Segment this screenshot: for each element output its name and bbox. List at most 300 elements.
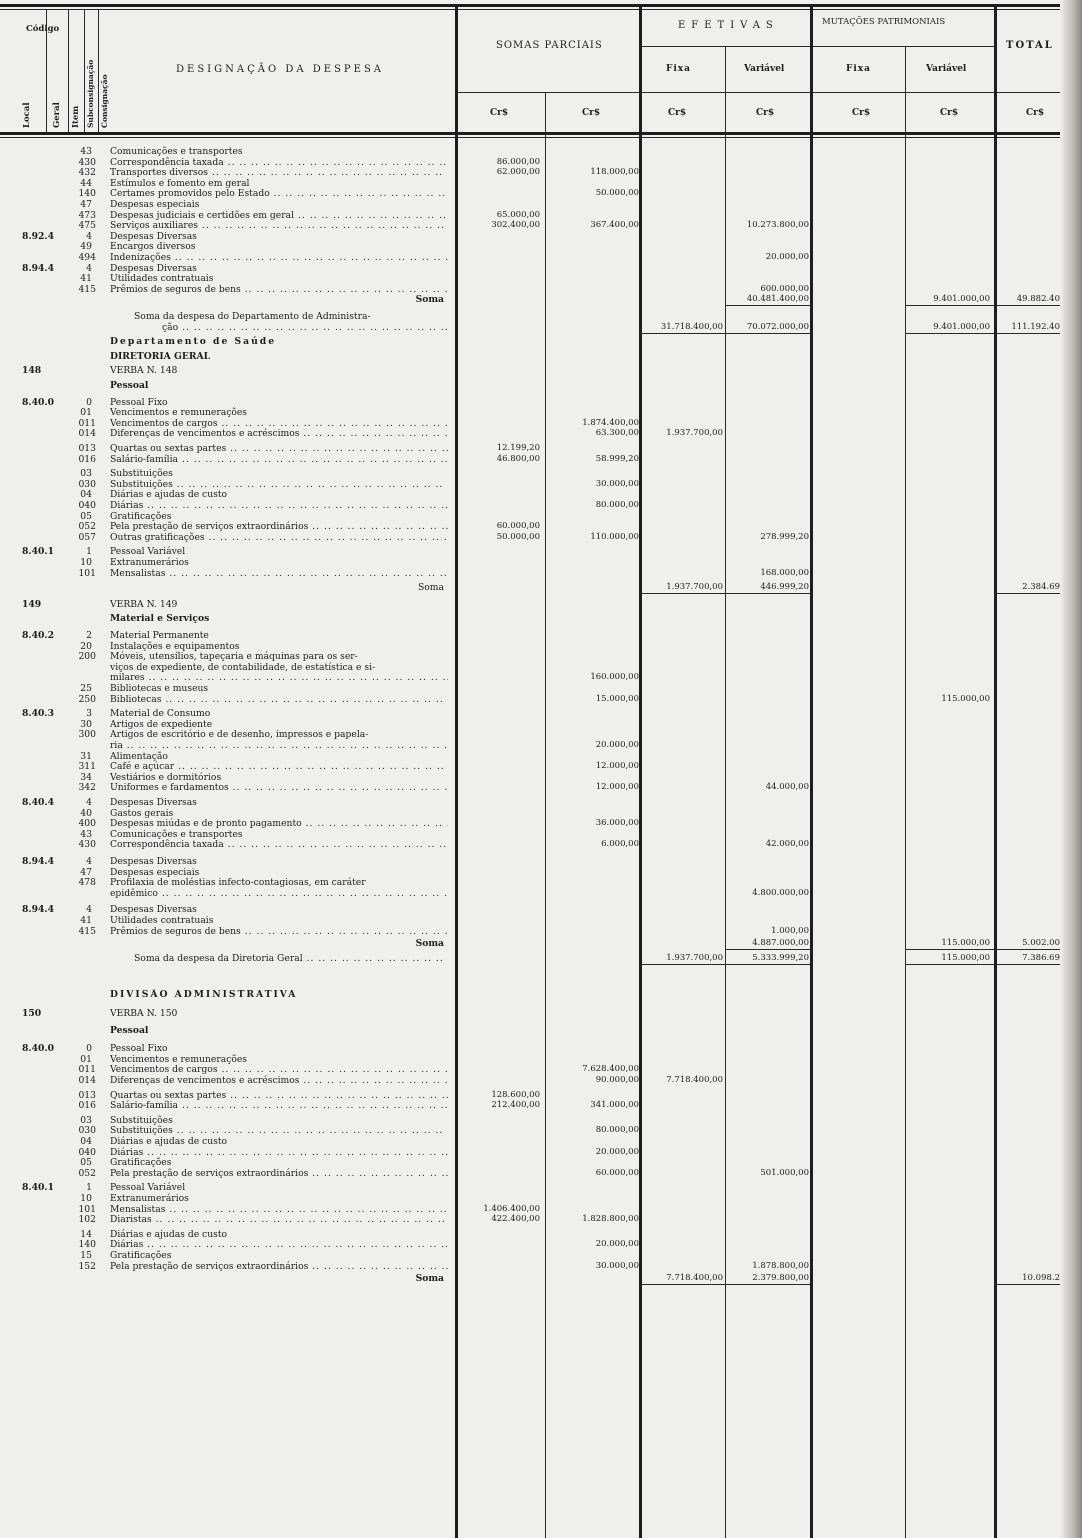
mutacao-variavel: 115.000,00: [941, 938, 990, 949]
ledger-row: [0, 582, 1082, 593]
code-local: 8.92.4: [22, 230, 54, 242]
ledger-row: [0, 839, 1082, 850]
ledger-row: [0, 1043, 1082, 1054]
code-item: 430: [78, 156, 96, 168]
value-underline: [906, 964, 994, 965]
code-local: 148: [22, 365, 42, 377]
ledger-row: [0, 1273, 1082, 1284]
designation: Diárias .. ..: [110, 500, 448, 511]
code-geral: 20: [80, 640, 92, 652]
code-item: 400: [78, 818, 96, 830]
designation: Substituições: [110, 1114, 173, 1126]
header-geral: Geral: [52, 102, 62, 128]
header-currency-mvar: Cr$: [940, 108, 959, 118]
code-item: 030: [78, 1125, 96, 1137]
designation: Diárias e ajudas de custo: [110, 489, 228, 501]
designation: Profilaxia de moléstias infecto-contagiosas, em caráter: [110, 877, 366, 889]
designation: Encargos diversos: [110, 241, 196, 253]
code-item: 475: [78, 220, 96, 232]
ledger-row: [0, 1204, 1082, 1215]
partial-sum-1: 128.600,00: [491, 1089, 540, 1100]
header-bottom-rule-inner: [0, 137, 1060, 138]
code-item: 052: [78, 521, 96, 533]
ledger-row: [0, 1168, 1082, 1179]
code-item: 250: [78, 693, 96, 705]
header-mutacoes-fixa: Fixa: [846, 64, 872, 74]
partial-sum-1: 212.400,00: [491, 1100, 540, 1111]
value-underline: [640, 1284, 725, 1285]
ledger-row: [0, 1214, 1082, 1225]
ledger-row: [0, 989, 1082, 1000]
ledger-row: [0, 1075, 1082, 1086]
designation: Material e Serviços: [110, 613, 210, 625]
designation: Material de Consumo: [110, 708, 211, 720]
code-geral: 05: [80, 510, 92, 522]
ledger-row: [0, 380, 1082, 391]
efetiva-variavel: 42.000,00: [765, 839, 809, 850]
designation: Pela prestação de serviços extraordinários .. ..: [110, 1261, 448, 1272]
header-currency-p2: Cr$: [582, 108, 601, 118]
efetiva-variavel: 20.000,00: [765, 252, 809, 262]
efetiva-fixa: 1.937.700,00: [666, 428, 723, 439]
value-underline: [726, 305, 810, 306]
code-item: 311: [78, 761, 96, 773]
code-item: 101: [78, 567, 96, 579]
partial-sum-2: 1.828.800,00: [582, 1214, 639, 1225]
designation: Extranumerários: [110, 1193, 189, 1204]
designation: Alimentação: [110, 750, 168, 762]
header-subconsignacao: Subconsignação: [86, 59, 95, 128]
code-item: 494: [78, 252, 96, 263]
code-geral: 40: [80, 807, 92, 819]
ledger-row: [0, 772, 1082, 783]
ledger-row: [0, 1064, 1082, 1075]
designation: Café e açúcar .. ..: [110, 761, 448, 772]
ledger-row: [0, 782, 1082, 793]
ledger-row: [0, 808, 1082, 819]
value-underline: [995, 1284, 1060, 1285]
designation: Pessoal Fixo: [110, 1043, 168, 1055]
designation: Diárias e ajudas de custo: [110, 1228, 228, 1240]
designation: Soma: [415, 938, 444, 950]
code-geral: 01: [80, 407, 92, 419]
partial-sum-1: 1.406.400,00: [483, 1203, 540, 1214]
value-underline: [640, 593, 725, 594]
col-line-sub: [98, 10, 99, 132]
ledger-row: [0, 521, 1082, 532]
partial-sum-2: 30.000,00: [595, 1260, 639, 1271]
value-underline: [995, 949, 1060, 950]
ledger-row: [0, 311, 1082, 322]
code-item: 432: [78, 167, 96, 179]
designation: Bibliotecas e museus: [110, 683, 209, 694]
top-rule-inner: [0, 9, 1060, 10]
code-item: 415: [78, 925, 96, 937]
designation: Despesas Diversas: [110, 797, 197, 808]
ledger-row: [0, 938, 1082, 949]
efetiva-variavel: 278.999,20: [760, 531, 809, 542]
code-item: 016: [78, 1100, 96, 1112]
partial-sum-2: 15.000,00: [595, 693, 639, 704]
designation: Substituições: [110, 468, 173, 480]
code-item: 040: [78, 1146, 96, 1158]
designation: viços de expediente, de contabilidade, de estatística e si-: [110, 661, 376, 673]
ledger-row: [0, 294, 1082, 305]
designation: Gastos gerais: [110, 807, 174, 819]
ledger-row: [0, 818, 1082, 829]
ledger-row: [0, 500, 1082, 511]
code-item: 300: [78, 729, 96, 741]
efetiva-variavel: 600.000,00: [760, 283, 809, 294]
designation: Vestiários e dormitórios: [110, 771, 222, 783]
value-underline: [726, 949, 810, 950]
header-currency-mfixa: Cr$: [852, 108, 871, 118]
code-item: 057: [78, 531, 96, 543]
code-item: 014: [78, 1075, 96, 1086]
ledger-row: [0, 1182, 1082, 1193]
ledger-row: [0, 241, 1082, 252]
mutacoes-rule: [810, 46, 995, 47]
code-local: 149: [22, 598, 42, 610]
designation: Pessoal Variável: [110, 546, 186, 558]
ledger-row: [0, 1239, 1082, 1250]
mutacao-variavel: 115.000,00: [941, 693, 990, 704]
code-geral: 25: [80, 683, 92, 694]
ledger-row: [0, 867, 1082, 878]
ledger-row: [0, 888, 1082, 899]
code-local: 8.40.0: [22, 1043, 54, 1055]
designation: milares .. ..: [110, 672, 448, 683]
mutacao-variavel: 9.401.000,00: [933, 321, 990, 332]
header-consignacao: Consignação: [100, 74, 109, 128]
ledger-row: [0, 1090, 1082, 1101]
designation: VERBA N. 148: [110, 365, 178, 377]
designation: Prêmios de seguros de bens .. ..: [110, 926, 448, 937]
efetiva-variavel: 70.072.000,00: [746, 321, 809, 332]
designation: Transportes diversos .. ..: [110, 167, 448, 178]
code-geral: 3: [86, 708, 92, 720]
code-geral: 04: [80, 1136, 92, 1147]
code-geral: 15: [80, 1250, 92, 1261]
code-geral: 04: [80, 489, 92, 501]
header-currency-p1: Cr$: [490, 108, 509, 118]
header-bottom-rule: [0, 132, 1060, 135]
ledger-row: [0, 322, 1082, 333]
code-geral: 31: [80, 750, 92, 762]
designation: Soma: [415, 1273, 444, 1285]
designation: Artigos de escritório e de desenho, impressos e papela-: [110, 729, 369, 741]
code-item: 101: [78, 1203, 96, 1215]
designation: ção .. ..: [162, 322, 448, 333]
code-item: 473: [78, 209, 96, 221]
value-underline: [726, 333, 810, 334]
designation: Pessoal Fixo: [110, 396, 168, 408]
code-geral: 2: [86, 630, 92, 641]
ledger-row: [0, 252, 1082, 263]
code-geral: 43: [80, 828, 92, 840]
partial-sum-2: 118.000,00: [590, 167, 639, 178]
code-item: 040: [78, 500, 96, 511]
code-geral: 43: [80, 146, 92, 157]
header-somas-parciais: SOMAS PARCIAIS: [496, 40, 603, 51]
efetiva-variavel: 446.999,20: [760, 582, 809, 593]
code-local: 8.94.4: [22, 262, 54, 274]
designation: Despesas Diversas: [110, 856, 197, 867]
value-underline: [995, 593, 1060, 594]
designation: Bibliotecas .. ..: [110, 694, 448, 705]
designation: Pessoal: [110, 1024, 149, 1036]
ledger-row: [0, 210, 1082, 221]
designation: VERBA N. 149: [110, 598, 178, 610]
code-item: 013: [78, 443, 96, 454]
currency-rule: [458, 92, 995, 93]
ledger-row: [0, 856, 1082, 867]
ledger-row: [0, 220, 1082, 231]
efetiva-variavel: 1.000,00: [771, 925, 809, 936]
designation: Indenizações .. ..: [110, 252, 448, 263]
designation: Substituições .. ..: [110, 1125, 448, 1136]
designation: ria .. ..: [110, 740, 448, 751]
ledger-row: [0, 953, 1082, 964]
efetiva-fixa: 7.718.400,00: [666, 1075, 723, 1085]
header-designacao: DESIGNAÇÃO DA DESPESA: [176, 64, 385, 75]
total-value: 10.098.2: [1022, 1273, 1060, 1284]
ledger-row: [0, 188, 1082, 199]
ledger-row: [0, 199, 1082, 210]
header-local: Local: [22, 102, 32, 128]
ledger-row: [0, 1193, 1082, 1204]
designation: Soma: [415, 294, 444, 306]
partial-sum-2: 110.000,00: [590, 531, 639, 542]
value-underline: [995, 305, 1060, 306]
designation: Diárias .. ..: [110, 1239, 448, 1250]
ledger-row: [0, 568, 1082, 579]
ledger-row: [0, 336, 1082, 347]
code-geral: 30: [80, 718, 92, 730]
designation: Correspondência taxada .. ..: [110, 157, 448, 168]
code-item: 200: [78, 651, 96, 663]
code-geral: 41: [80, 273, 92, 285]
ledger-row: [0, 284, 1082, 295]
designation: Diaristas .. ..: [110, 1214, 448, 1225]
designation: Diferenças de vencimentos e acréscimos .. ..: [110, 428, 448, 439]
ledger-row: [0, 454, 1082, 465]
code-geral: 4: [86, 230, 92, 242]
designation: Vencimentos de cargos .. ..: [110, 418, 448, 429]
value-underline: [906, 949, 994, 950]
designation: Despesas especiais: [110, 866, 200, 878]
ledger-row: [0, 489, 1082, 500]
code-item: 102: [78, 1214, 96, 1226]
partial-sum-2: 60.000,00: [595, 1167, 639, 1178]
code-geral: 1: [86, 1182, 92, 1194]
designation: Vencimentos e remunerações: [110, 407, 248, 419]
ledger-row: [0, 418, 1082, 429]
ledger-row: [0, 231, 1082, 242]
designation: Diárias e ajudas de custo: [110, 1136, 228, 1147]
efetiva-fixa: 31.718.400,00: [660, 321, 723, 332]
partial-sum-2: 50.000,00: [595, 188, 639, 199]
ledger-row: [0, 694, 1082, 705]
designation: Estímulos e fomento em geral: [110, 177, 250, 189]
ledger-row: [0, 904, 1082, 915]
header-currency-var: Cr$: [756, 108, 775, 118]
page-edge-shadow: [1060, 0, 1082, 1538]
code-item: 140: [78, 1239, 96, 1251]
designation: Salário-família .. ..: [110, 454, 448, 465]
header-mutacoes: MUTAÇÕES PATRIMONIAIS: [822, 17, 946, 27]
total-value: 5.002.00: [1022, 938, 1060, 949]
value-underline: [726, 593, 810, 594]
efetiva-variavel: 168.000,00: [760, 567, 809, 578]
designation: Diferenças de vencimentos e acréscimos .. ..: [110, 1075, 448, 1086]
code-item: 415: [78, 283, 96, 295]
header-mutacoes-variavel: Variável: [926, 64, 967, 74]
designation: Móveis, utensílios, tapeçaria e máquinas para os ser-: [110, 651, 358, 663]
ledger-row: [0, 351, 1082, 362]
code-geral: 47: [80, 866, 92, 878]
partial-sum-2: 30.000,00: [595, 478, 639, 489]
ledger-row: [0, 1229, 1082, 1240]
partial-sum-1: 46.800,00: [496, 453, 540, 464]
ledger-row: [0, 1008, 1082, 1019]
ledger-row: [0, 1100, 1082, 1111]
partial-sum-2: 36.000,00: [595, 818, 639, 829]
ledger-row: [0, 613, 1082, 624]
designation: Gratificações: [110, 1157, 172, 1169]
partial-sum-2: 58.999,20: [595, 453, 639, 464]
header-item: Item: [71, 105, 81, 128]
partial-sum-1: 50.000,00: [496, 531, 540, 542]
designation: VERBA N. 150: [110, 1008, 178, 1019]
designation: Despesas Diversas: [110, 904, 197, 916]
code-item: 342: [78, 782, 96, 794]
designation: Artigos de expediente: [110, 718, 213, 730]
partial-sum-2: 12.000,00: [595, 782, 639, 793]
designation: Salário-família .. ..: [110, 1100, 448, 1111]
code-geral: 0: [86, 1043, 92, 1055]
efetiva-variavel: 4.887.000,00: [752, 938, 809, 949]
code-geral: 34: [80, 771, 92, 783]
designation: Material Permanente: [110, 630, 209, 641]
partial-sum-2: 20.000,00: [595, 1146, 639, 1157]
value-underline: [995, 964, 1060, 965]
code-local: 8.94.4: [22, 856, 54, 867]
ledger-row: [0, 468, 1082, 479]
designation: Serviços auxiliares .. ..: [110, 220, 448, 231]
ledger-row: [0, 926, 1082, 937]
partial-sum-2: 367.400,00: [590, 220, 639, 231]
code-item: 014: [78, 428, 96, 440]
partial-sum-2: 20.000,00: [595, 740, 639, 750]
value-underline: [726, 964, 810, 965]
code-item: 016: [78, 453, 96, 465]
designation: DIVISÃO ADMINISTRATIVA: [110, 989, 298, 1001]
ledger-row: [0, 407, 1082, 418]
code-geral: 03: [80, 1114, 92, 1126]
designation: Utilidades contratuais: [110, 915, 214, 926]
ledger-row: [0, 683, 1082, 694]
header-codigo: Código: [26, 24, 60, 34]
efetiva-variavel: 44.000,00: [765, 782, 809, 793]
designation: Extranumerários: [110, 557, 189, 568]
col-line-geral: [68, 10, 69, 132]
partial-sum-2: 160.000,00: [590, 672, 639, 683]
code-local: 8.94.4: [22, 904, 54, 916]
designation: Outras gratificações .. ..: [110, 532, 448, 543]
designation: Despesas Diversas: [110, 262, 197, 274]
value-underline: [726, 1284, 810, 1285]
code-geral: 03: [80, 468, 92, 480]
ledger-row: [0, 751, 1082, 762]
ledger-row: [0, 428, 1082, 439]
partial-sum-1: 422.400,00: [491, 1214, 540, 1225]
code-item: 052: [78, 1167, 96, 1179]
designation: DIRETORIA GERAL: [110, 350, 211, 362]
partial-sum-2: 12.000,00: [595, 761, 639, 772]
ledger-row: [0, 167, 1082, 178]
designation: Pela prestação de serviços extraordinários .. ..: [110, 521, 448, 532]
designation: Despesas miúdas e de pronto pagamento .. ..: [110, 818, 448, 829]
code-item: 011: [78, 1064, 96, 1076]
mutacao-variavel: 9.401.000,00: [933, 294, 990, 305]
ledger-row: [0, 1147, 1082, 1158]
designation: Certames promovidos pelo Estado .. ..: [110, 188, 448, 199]
designation: Instalações e equipamentos: [110, 640, 240, 652]
total-value: 2.384.69: [1022, 582, 1060, 593]
code-item: 140: [78, 188, 96, 200]
code-geral: 47: [80, 199, 92, 210]
code-local: 8.40.2: [22, 630, 54, 641]
header-total: TOTAL: [1006, 40, 1054, 51]
designation: Despesas especiais: [110, 199, 200, 210]
ledger-row: [0, 1250, 1082, 1261]
partial-sum-2: 90.000,00: [595, 1075, 639, 1085]
designation: Mensalistas .. ..: [110, 1204, 448, 1215]
ledger-row: [0, 740, 1082, 751]
designation: Diárias .. ..: [110, 1147, 448, 1158]
efetiva-variavel: 501.000,00: [760, 1167, 809, 1178]
top-rule: [0, 4, 1060, 7]
ledger-row: [0, 630, 1082, 641]
designation: Quartas ou sextas partes .. ..: [110, 443, 448, 454]
code-local: 8.40.1: [22, 1182, 54, 1194]
ledger-row: [0, 719, 1082, 730]
designation: epidêmico .. ..: [110, 888, 448, 899]
code-geral: 05: [80, 1157, 92, 1169]
designation: Soma da despesa do Departamento de Administra-: [134, 311, 371, 322]
designation: Utilidades contratuais: [110, 273, 214, 285]
ledger-row: [0, 1157, 1082, 1168]
designation: Departamento de Saúde: [110, 336, 277, 348]
code-item: 430: [78, 839, 96, 851]
partial-sum-2: 6.000,00: [601, 839, 639, 850]
efetiva-variavel: 2.379.800,00: [752, 1273, 809, 1284]
designation: Vencimentos e remunerações: [110, 1053, 248, 1065]
ledger-row: [0, 662, 1082, 673]
ledger-row: [0, 263, 1082, 274]
code-local: 150: [22, 1008, 42, 1019]
code-geral: 10: [80, 557, 92, 568]
designation: Correspondência taxada .. ..: [110, 839, 448, 850]
ledger-row: [0, 672, 1082, 683]
total-value: 49.882.40: [1016, 294, 1060, 305]
designation: Quartas ou sextas partes .. ..: [110, 1090, 448, 1101]
code-geral: 10: [80, 1193, 92, 1204]
efetiva-fixa: 1.937.700,00: [666, 952, 723, 963]
partial-sum-1: 302.400,00: [491, 220, 540, 231]
header-efetivas: EFETIVAS: [678, 20, 779, 31]
